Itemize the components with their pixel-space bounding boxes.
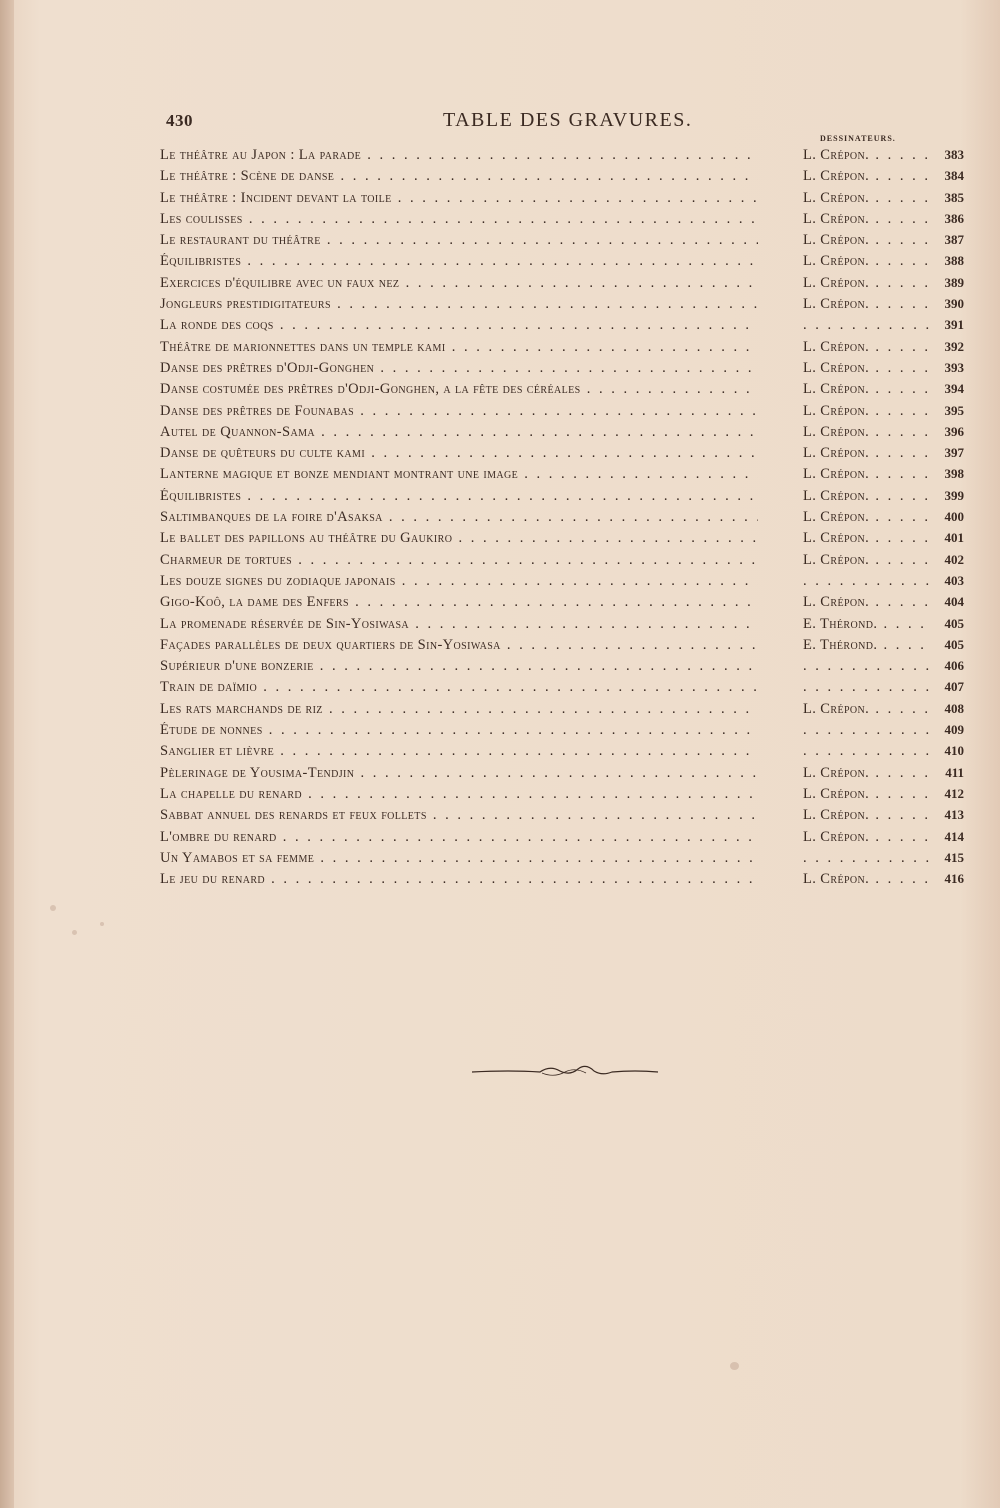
artist-name — [803, 743, 929, 760]
artist-name: L. Crépon. . . . — [803, 765, 929, 782]
page-reference: 407 — [944, 679, 964, 695]
engraving-title: Autel de Quannon-Sama . . . — [160, 424, 758, 441]
page-spine-edge — [0, 0, 14, 1508]
toc-row — [160, 464, 965, 485]
engraving-title: Équilibristes . . . — [160, 488, 758, 505]
artist-name: E. Thérond. . . . — [803, 637, 929, 654]
artist-name: L. Crépon. . . . — [803, 807, 929, 824]
toc-row — [160, 209, 965, 230]
artist-name: L. Crépon. . . . — [803, 360, 929, 377]
artist-name: L. Crépon. . . . — [803, 211, 929, 228]
toc-row — [160, 401, 965, 422]
artist-name: L. Crépon. . . . — [803, 339, 929, 356]
toc-row — [160, 294, 965, 315]
toc-row — [160, 848, 965, 869]
page-reference: 405 — [944, 636, 964, 652]
engraving-title: Le restaurant du théâtre . . . — [160, 232, 758, 249]
page-reference: 406 — [944, 658, 964, 674]
page-reference: 401 — [944, 530, 964, 546]
artist-name: E. Thérond. . . . — [803, 616, 929, 633]
page-reference: 392 — [944, 338, 964, 354]
page-reference: 413 — [944, 807, 964, 823]
toc-row — [160, 550, 965, 571]
page-reference: 403 — [944, 572, 964, 588]
artist-name — [803, 658, 929, 675]
engraving-title: Exercices d'équilibre avec un faux nez . . . — [160, 275, 758, 292]
toc-row — [160, 827, 965, 848]
engraving-title: Un Yamabos et sa femme . . . — [160, 850, 758, 867]
artist-name — [803, 679, 929, 696]
toc-row — [160, 166, 965, 187]
page-reference: 412 — [944, 785, 964, 801]
engraving-title: Supérieur d'une bonzerie . . . — [160, 658, 758, 675]
toc-row — [160, 741, 965, 762]
paper-stain — [100, 922, 104, 926]
page-reference: 399 — [944, 487, 964, 503]
toc-row — [160, 656, 965, 677]
toc-row — [160, 230, 965, 251]
engraving-title: La chapelle du renard . . . — [160, 786, 758, 803]
engraving-title: Charmeur de tortues . . . — [160, 552, 758, 569]
engraving-title: Danse des prêtres d'Odji-Gonghen . . . — [160, 360, 758, 377]
engraving-title: Gigo-Koô, la dame des Enfers . . . — [160, 594, 758, 611]
artist-name: L. Crépon. . . . — [803, 275, 929, 292]
toc-row — [160, 763, 965, 784]
artist-name: L. Crépon. . . . — [803, 296, 929, 313]
toc-row — [160, 528, 965, 549]
toc-row — [160, 699, 965, 720]
toc-row — [160, 614, 965, 635]
engraving-title: Saltimbanques de la foire d'Asaksa . . . — [160, 509, 758, 526]
artist-name — [803, 317, 929, 334]
artist-name: L. Crépon. . . . — [803, 871, 929, 888]
toc-row — [160, 379, 965, 400]
toc-row — [160, 720, 965, 741]
engraving-title: Danse de quêteurs du culte kami . . . — [160, 445, 758, 462]
paper-stain — [730, 1362, 739, 1370]
toc-row — [160, 315, 965, 336]
tailpiece-ornament-icon — [470, 1060, 660, 1084]
engraving-title: Les coulisses . . . — [160, 211, 758, 228]
page-reference: 385 — [944, 189, 964, 205]
engraving-title: Le théâtre : Incident devant la toile . . . — [160, 190, 758, 207]
running-title: TABLE DES GRAVURES. — [443, 109, 693, 131]
artist-name: L. Crépon. . . . — [803, 786, 929, 803]
engraving-title: Jongleurs prestidigitateurs . . . — [160, 296, 758, 313]
page-reference: 394 — [944, 381, 964, 397]
artist-name: L. Crépon. . . . — [803, 424, 929, 441]
page-reference: 395 — [944, 402, 964, 418]
page-reference: 409 — [944, 722, 964, 738]
toc-row — [160, 507, 965, 528]
page-reference: 387 — [944, 232, 964, 248]
page-reference: 383 — [944, 147, 964, 162]
page-header — [160, 107, 960, 137]
engraving-title: Le jeu du renard . . . — [160, 871, 758, 888]
engraving-title: Le ballet des papillons au théâtre du Gaukiro . . . — [160, 530, 758, 547]
artist-name: L. Crépon. . . . — [803, 594, 929, 611]
column-heading-artists: DESSINATEURS. — [820, 134, 896, 143]
toc-row — [160, 188, 965, 209]
engraving-title: Train de daïmio . . . — [160, 679, 758, 696]
artist-name: L. Crépon. . . . — [803, 253, 929, 270]
toc-row — [160, 273, 965, 294]
toc-row — [160, 677, 965, 698]
engraving-title: La ronde des coqs . . . — [160, 317, 758, 334]
page-reference: 397 — [944, 445, 964, 461]
engraving-title: Sanglier et lièvre . . . — [160, 743, 758, 760]
artist-name: L. Crépon. . . . — [803, 147, 929, 164]
artist-name: L. Crépon. . . . — [803, 168, 929, 185]
toc-row — [160, 251, 965, 272]
engraving-title: Lanterne magique et bonze mendiant montrant une image . . . — [160, 466, 758, 483]
engraving-title: Danse des prêtres de Founabas . . . — [160, 403, 758, 420]
artist-name: L. Crépon. . . . — [803, 701, 929, 718]
artist-name: L. Crépon. . . . — [803, 190, 929, 207]
page-reference: 405 — [944, 615, 964, 631]
engraving-title: Pèlerinage de Yousima-Tendjin . . . — [160, 765, 758, 782]
artist-name: L. Crépon. . . . — [803, 530, 929, 547]
toc-row — [160, 145, 965, 166]
artist-name — [803, 850, 929, 867]
artist-name: L. Crépon. . . . — [803, 381, 929, 398]
toc-row — [160, 784, 965, 805]
page-reference: 416 — [944, 871, 964, 887]
table-of-engravings — [160, 145, 965, 890]
artist-name: L. Crépon. . . . — [803, 552, 929, 569]
engraving-title: L'ombre du renard . . . — [160, 829, 758, 846]
engraving-title: Étude de nonnes . . . — [160, 722, 758, 739]
page-reference: 389 — [944, 274, 964, 290]
engraving-title: Théâtre de marionnettes dans un temple kami . . . — [160, 339, 758, 356]
artist-name: L. Crépon. . . . — [803, 466, 929, 483]
page-reference: 398 — [944, 466, 964, 482]
toc-row — [160, 358, 965, 379]
engraving-title: Façades parallèles de deux quartiers de Sin-Yosiwasa . . . — [160, 637, 758, 654]
page-reference: 410 — [944, 743, 964, 759]
engraving-title: Le théâtre : Scène de danse . . . — [160, 168, 758, 185]
toc-row — [160, 486, 965, 507]
page-reference: 414 — [944, 828, 964, 844]
toc-row — [160, 337, 965, 358]
artist-name — [803, 573, 929, 590]
engraving-title: Les douze signes du zodiaque japonais . . . — [160, 573, 758, 590]
artist-name: L. Crépon. . . . — [803, 829, 929, 846]
artist-name: L. Crépon. . . . — [803, 509, 929, 526]
page-reference: 384 — [944, 168, 964, 184]
engraving-title: Les rats marchands de riz . . . — [160, 701, 758, 718]
page-reference: 408 — [944, 700, 964, 716]
engraving-title: La promenade réservée de Sin-Yosiwasa . . . — [160, 616, 758, 633]
artist-name: L. Crépon. . . . — [803, 488, 929, 505]
paper-stain — [72, 930, 77, 935]
page-reference: 404 — [944, 594, 964, 610]
page-reference: 388 — [944, 253, 964, 269]
artist-name: L. Crépon. . . . — [803, 232, 929, 249]
page-reference: 391 — [944, 317, 964, 333]
toc-row — [160, 443, 965, 464]
toc-row — [160, 635, 965, 656]
paper-stain — [50, 905, 56, 911]
page-reference: 402 — [944, 551, 964, 567]
toc-row — [160, 805, 965, 826]
page-reference: 415 — [944, 849, 964, 865]
toc-row — [160, 869, 965, 890]
artist-name — [803, 722, 929, 739]
page-reference: 400 — [944, 509, 964, 525]
page-reference: 393 — [944, 359, 964, 375]
page-number: 430 — [166, 111, 193, 130]
page-reference: 411 — [945, 764, 964, 780]
page-reference: 386 — [944, 210, 964, 226]
engraving-title: Équilibristes . . . — [160, 253, 758, 270]
engraving-title: Sabbat annuel des renards et feux follets . . . — [160, 807, 758, 824]
artist-name: L. Crépon. . . . — [803, 445, 929, 462]
artist-name: L. Crépon. . . . — [803, 403, 929, 420]
engraving-title: Danse costumée des prêtres d'Odji-Gonghen, a la fête des céréales . . . — [160, 381, 758, 398]
toc-row — [160, 571, 965, 592]
toc-row — [160, 422, 965, 443]
engraving-title: Le théâtre au Japon : La parade . . . — [160, 147, 758, 164]
page-reference: 396 — [944, 423, 964, 439]
page-reference: 390 — [944, 296, 964, 312]
toc-row — [160, 592, 965, 613]
